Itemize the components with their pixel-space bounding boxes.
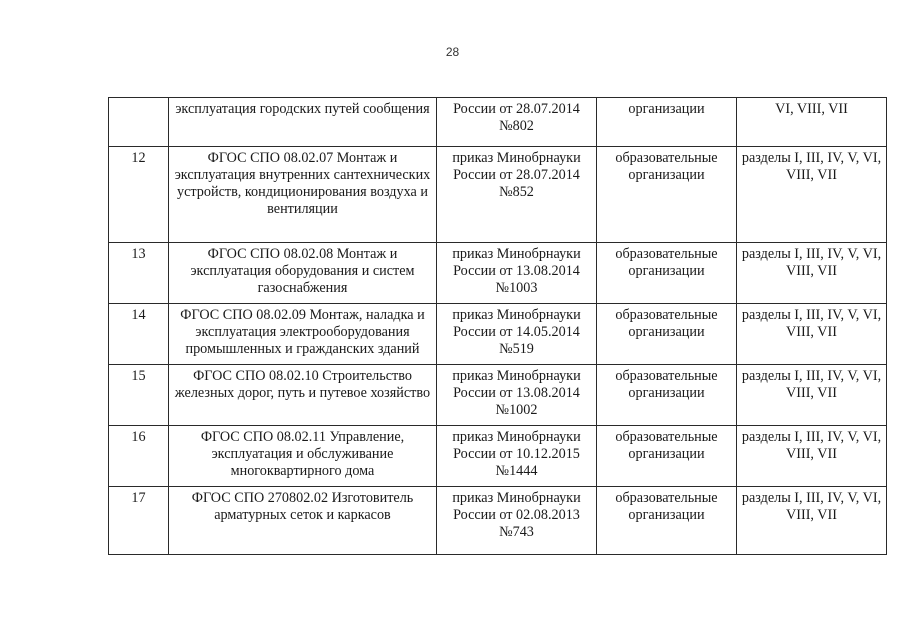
order-reference: приказ Минобрнауки России от 14.05.2014 №519 <box>437 304 597 365</box>
page-number: 28 <box>445 45 460 59</box>
order-reference: приказ Минобрнауки России от 13.08.2014 №1003 <box>437 243 597 304</box>
table-row <box>109 147 887 243</box>
row-number: 13 <box>109 243 169 304</box>
sections-list: разделы I, III, IV, V, VI, VIII, VII <box>737 426 887 487</box>
order-reference: приказ Минобрнауки России от 28.07.2014 №852 <box>437 147 597 243</box>
row-number: 16 <box>109 426 169 487</box>
table-row <box>109 487 887 555</box>
organization-type: образовательные организации <box>597 426 737 487</box>
standard-name: ФГОС СПО 08.02.10 Строительство железных дорог, путь и путевое хозяйство <box>169 365 437 426</box>
row-number: 15 <box>109 365 169 426</box>
sections-list: VI, VIII, VII <box>737 98 887 147</box>
standard-name: ФГОС СПО 270802.02 Изготовитель арматурных сеток и каркасов <box>169 487 437 555</box>
table-row <box>109 98 887 147</box>
table-row <box>109 426 887 487</box>
organization-type: образовательные организации <box>597 243 737 304</box>
table-row <box>109 243 887 304</box>
sections-list: разделы I, III, IV, V, VI, VIII, VII <box>737 304 887 365</box>
organization-type: образовательные организации <box>597 487 737 555</box>
standard-name: эксплуатация городских путей сообщения <box>169 98 437 147</box>
standard-name: ФГОС СПО 08.02.11 Управление, эксплуатация и обслуживание многоквартирного дома <box>169 426 437 487</box>
row-number: 12 <box>109 147 169 243</box>
sections-list: разделы I, III, IV, V, VI, VIII, VII <box>737 243 887 304</box>
table-row <box>109 365 887 426</box>
sections-list: разделы I, III, IV, V, VI, VIII, VII <box>737 365 887 426</box>
standard-name: ФГОС СПО 08.02.07 Монтаж и эксплуатация внутренних сантехнических устройств, кондиционирования воздуха и вентиляции <box>169 147 437 243</box>
order-reference: приказ Минобрнауки России от 02.08.2013 №743 <box>437 487 597 555</box>
row-number: 14 <box>109 304 169 365</box>
organization-type: организации <box>597 98 737 147</box>
standard-name: ФГОС СПО 08.02.08 Монтаж и эксплуатация оборудования и систем газоснабжения <box>169 243 437 304</box>
row-number <box>109 98 169 147</box>
organization-type: образовательные организации <box>597 147 737 243</box>
order-reference: приказ Минобрнауки России от 13.08.2014 №1002 <box>437 365 597 426</box>
standard-name: ФГОС СПО 08.02.09 Монтаж, наладка и эксплуатация электрооборудования промышленных и гражданских зданий <box>169 304 437 365</box>
organization-type: образовательные организации <box>597 304 737 365</box>
table-row <box>109 304 887 365</box>
row-number: 17 <box>109 487 169 555</box>
sections-list: разделы I, III, IV, V, VI, VIII, VII <box>737 147 887 243</box>
standards-table <box>108 97 887 555</box>
order-reference: приказ Минобрнауки России от 10.12.2015 №1444 <box>437 426 597 487</box>
order-reference: России от 28.07.2014 №802 <box>437 98 597 147</box>
sections-list: разделы I, III, IV, V, VI, VIII, VII <box>737 487 887 555</box>
organization-type: образовательные организации <box>597 365 737 426</box>
